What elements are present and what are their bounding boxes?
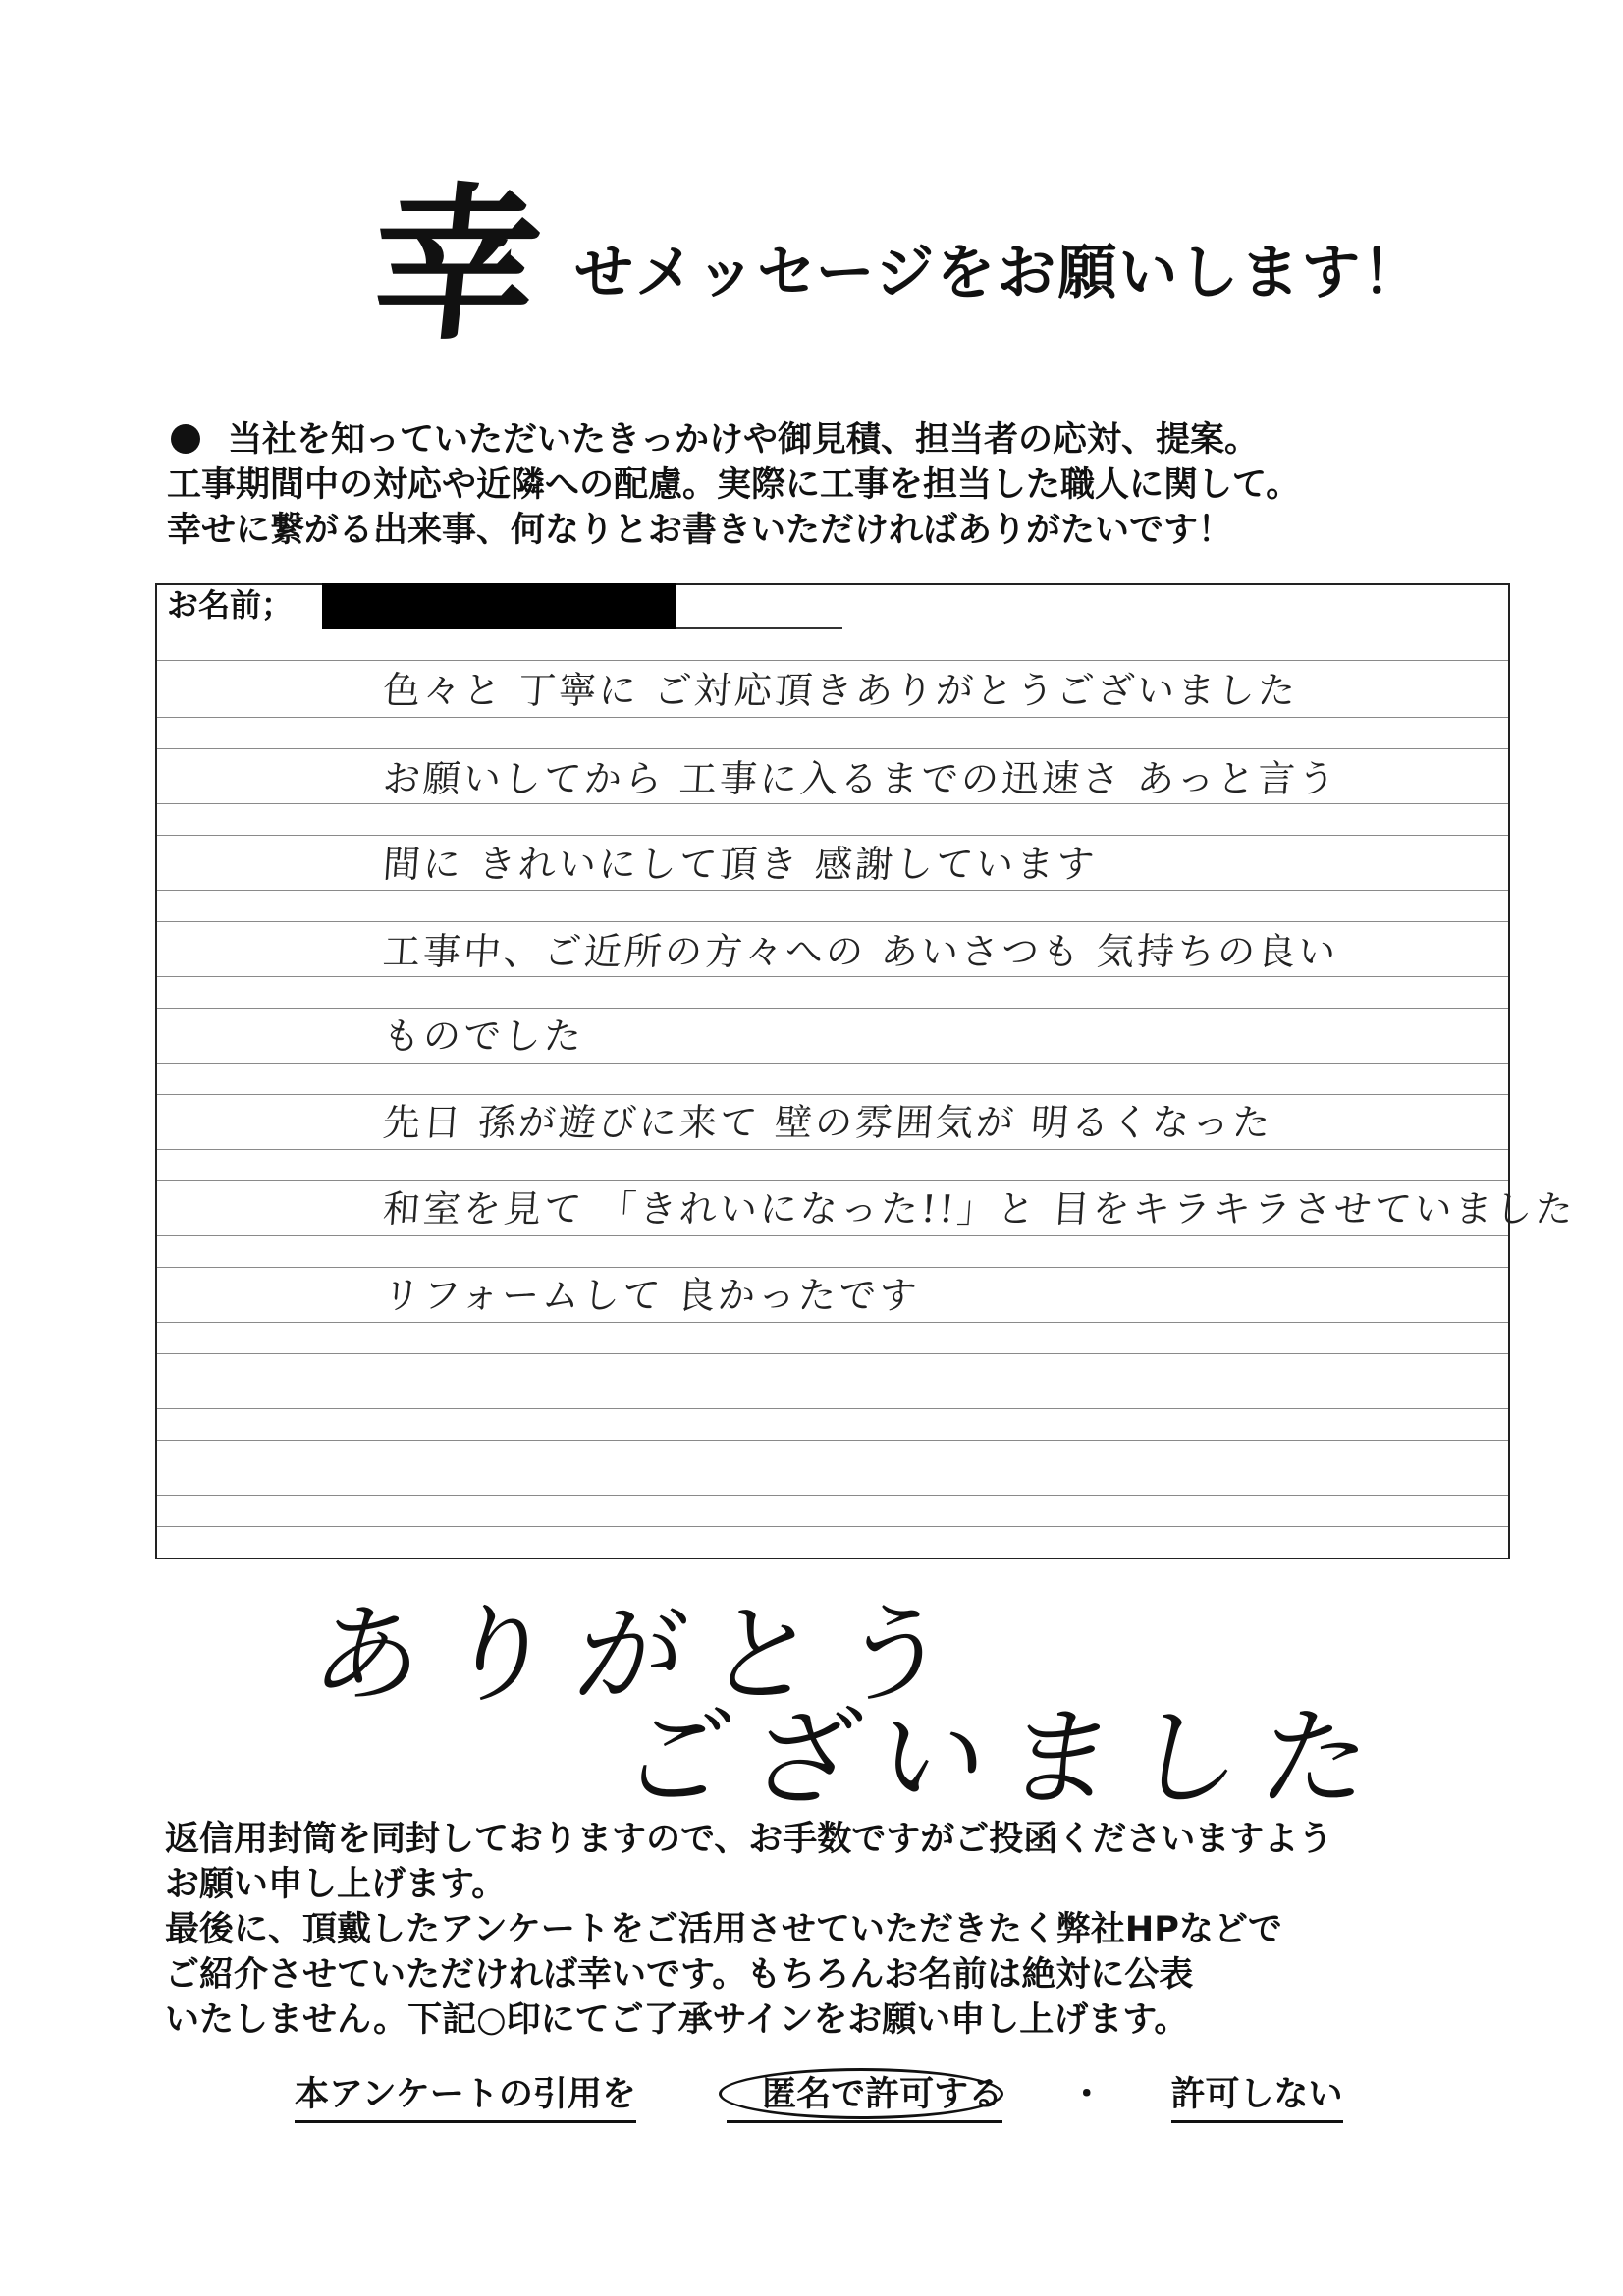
intro-line: 当社を知っていただいたきっかけや御見積、担当者の応対、提案。: [167, 417, 1473, 463]
ruled-line: [157, 1408, 1508, 1409]
bullet-icon: [171, 424, 200, 454]
ruled-line: [157, 1235, 1508, 1236]
ruled-line: [157, 1180, 1508, 1181]
footer-line: いたしません。下記○印にてご了承サインをお願い申し上げます。: [165, 2000, 1189, 2040]
ruled-line: [157, 1322, 1508, 1323]
permission-label: 本アンケートの引用を: [295, 2072, 636, 2123]
permission-row: [295, 2072, 1343, 2123]
ruled-line: [157, 803, 1508, 804]
ruled-line: [157, 1094, 1508, 1095]
ruled-line: [157, 717, 1508, 718]
name-label: お名前；: [167, 586, 294, 624]
intro-line: 幸せに繋がる出来事、何なりとお書きいただければありがたいです！: [167, 511, 1233, 550]
handwritten-line: リフォームして 良かったです: [381, 1274, 921, 1317]
permission-separator: ・: [1069, 2075, 1105, 2114]
selection-circle-icon: [719, 2068, 1003, 2119]
ruled-line: [157, 835, 1508, 836]
footer-line: お願い申し上げます。: [165, 1865, 507, 1904]
ruled-line: [157, 1267, 1508, 1268]
ruled-line: [157, 1149, 1508, 1150]
message-form-box: [155, 583, 1510, 1559]
intro-line: 工事期間中の対応や近隣への配慮。実際に工事を担当した職人に関して。: [167, 465, 1301, 505]
ruled-line: [157, 1063, 1508, 1064]
ruled-line: [157, 660, 1508, 661]
ruled-line: [157, 1353, 1508, 1354]
permission-option-deny[interactable]: 許可しない: [1171, 2072, 1343, 2123]
thanks-line-1: ありがとう: [305, 1592, 981, 1718]
footer-line: ご紹介させていただければ幸いです。もちろんお名前は絶対に公表: [165, 1955, 1194, 1995]
ruled-line: [157, 1008, 1508, 1009]
thanks-line-2: ございました: [615, 1695, 1398, 1821]
handwritten-line: 間に きれいにして頂き 感謝しています: [381, 843, 1099, 886]
handwritten-line: お願いしてから 工事に入るまでの迅速さ あっと言う: [381, 757, 1340, 800]
footer-line: 返信用封筒を同封しておりますので、お手数ですがご投函くださいますよう: [165, 1820, 1333, 1859]
ruled-line: [157, 1526, 1508, 1527]
footer-paragraph: [165, 1817, 1520, 2043]
page-title: [362, 167, 1424, 383]
ruled-line: [157, 1440, 1508, 1441]
ruled-line: [157, 1495, 1508, 1496]
handwritten-line: 先日 孫が遊びに来て 壁の雰囲気が 明るくなった: [381, 1101, 1274, 1144]
ruled-line: [157, 921, 1508, 922]
handwritten-line: 工事中、ご近所の方々への あいさつも 気持ちの良い: [381, 930, 1340, 973]
intro-paragraph: [167, 417, 1473, 553]
ruled-line: [157, 890, 1508, 891]
ruled-line: [157, 976, 1508, 977]
permission-option-anonymous-label: 匿名で許可する: [762, 2075, 1003, 2114]
footer-line: 最後に、頂戴したアンケートをご活用させていただきたく弊社HPなどで: [165, 1910, 1282, 1949]
title-brush-kanji: 幸: [362, 167, 551, 363]
handwritten-line: ものでした: [381, 1014, 586, 1058]
name-redaction: [322, 583, 676, 629]
handwritten-line: 色々と 丁寧に ご対応頂きありがとうございました: [381, 669, 1300, 712]
handwritten-line: 和室を見て 「きれいになった!!」と 目をキラキラさせていました: [381, 1187, 1578, 1230]
title-text: せメッセージをお願いします！: [574, 239, 1424, 307]
ruled-line: [157, 748, 1508, 749]
permission-option-anonymous[interactable]: [727, 2072, 1002, 2123]
